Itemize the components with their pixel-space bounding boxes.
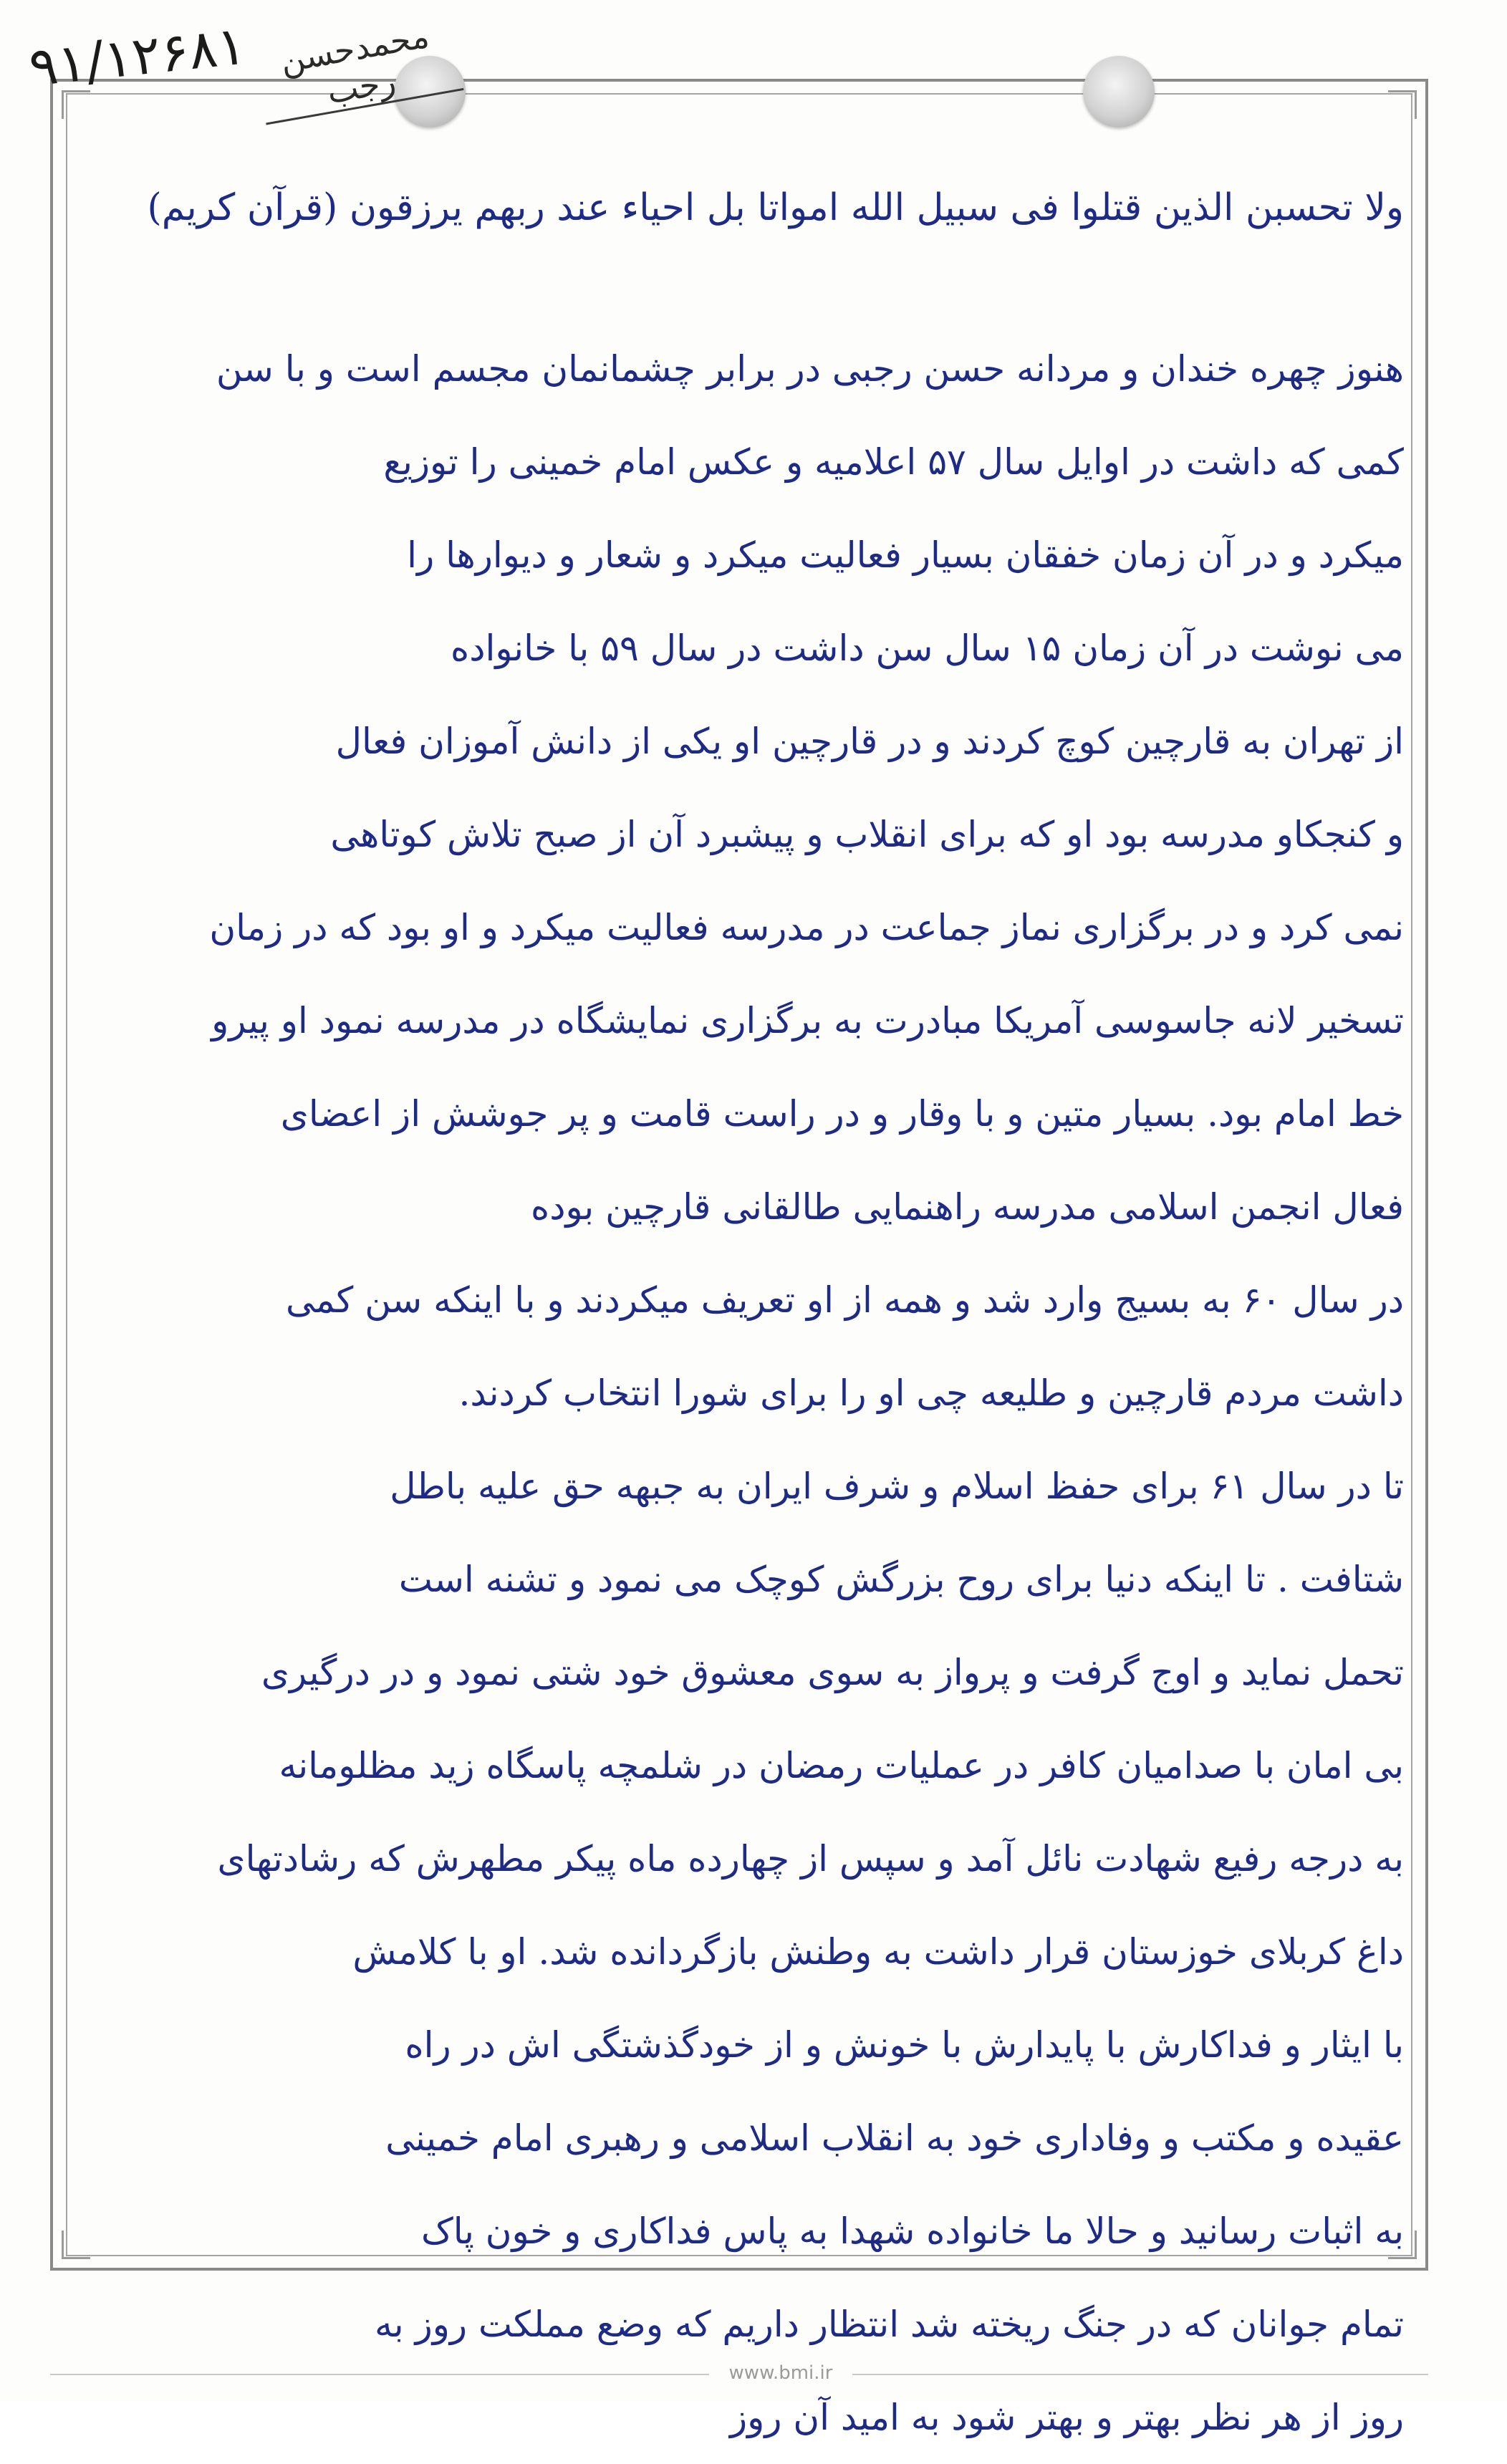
letter-line: تحمل نماید و اوج گرفت و پرواز به سوی معشوق خود شتی نمود و در درگیری [261, 1652, 1404, 1693]
letter-line: میکرد و در آن زمان خفقان بسیار فعالیت میکرد و شعار و دیوارها را [407, 534, 1404, 576]
letter-line: نمی کرد و در برگزاری نماز جماعت در مدرسه فعالیت میکرد و او بود که در زمان [209, 907, 1404, 948]
footer-rule-right [852, 2374, 1428, 2375]
signer-name: محمدحسن رجب [252, 12, 463, 125]
letter-line: بی امان با صدامیان کافر در عملیات رمضان در شلمچه پاسگاه زید مظلومانه [279, 1745, 1404, 1786]
letter-line: عقیده و مکتب و وفاداری خود به انقلاب اسلامی و رهبری امام خمینی [385, 2117, 1404, 2159]
letter-line: تسخیر لانه جاسوسی آمریکا مبادرت به برگزاری نمایشگاه در مدرسه نمود او پیرو [211, 1000, 1404, 1041]
letter-line: خط امام بود. بسیار متین و با وقار و در راست قامت و پر جوشش از اعضای [280, 1093, 1404, 1135]
border-corner-top-right [1388, 90, 1417, 119]
letter-line: فعال انجمن اسلامی مدرسه راهنمایی طالقانی قارچین بوده [531, 1186, 1404, 1228]
letter-line: و کنجکاو مدرسه بود او که برای انقلاب و پیشبرد آن از صبح تلاش کوتاهی [330, 814, 1404, 855]
letter-line: شتافت . تا اینکه دنیا برای روح بزرگش کوچک می نمود و تشنه است [398, 1559, 1404, 1600]
source-watermark: www.bmi.ir [728, 2362, 833, 2384]
letter-line: تا در سال ۶۱ برای حفظ اسلام و شرف ایران به جبهه حق علیه باطل [390, 1466, 1404, 1507]
letter-body [50, 322, 1411, 2464]
letter-line: هنوز چهره خندان و مردانه حسن رجبی در برابر چشمانمان مجسم است و با سن [216, 348, 1404, 390]
letter-line: در سال ۶۰ به بسیج وارد شد و همه از او تعریف میکردند و با اینکه سن کمی [285, 1279, 1404, 1321]
letter-line: از تهران به قارچین کوچ کردند و در قارچین او یکی از دانش آموزان فعال [335, 721, 1404, 762]
footer-rule-left [50, 2374, 709, 2375]
quran-verse: ولا تحسبن الذین قتلوا فی سبیل الله امواتا بل احیاء عند ربهم یرزقون (قرآن کریم) [147, 186, 1404, 229]
letter-line: کمی که داشت در اوایل سال ۵۷ اعلامیه و عکس امام خمینی را توزیع [383, 441, 1404, 483]
reference-number: ۹۱/۱۲۶۸۱ [26, 14, 249, 99]
letter-line: داغ کربلای خوزستان قرار داشت به وطنش بازگردانده شد. او با کلامش [352, 1931, 1404, 1973]
letter-line: تمام جوانان که در جنگ ریخته شد انتظار داریم که وضع مملکت روز به [375, 2304, 1404, 2345]
letter-line: با ایثار و فداکارش با پایدارش با خونش و از خودگذشتگی اش در راه [405, 2024, 1404, 2066]
letter-line: داشت مردم قارچین و طلیعه چی او را برای شورا انتخاب کردند. [458, 1372, 1404, 1414]
letter-line: به درجه رفیع شهادت نائل آمد و سپس از چهارده ماه پیکر مطهرش که رشادتهای [217, 1838, 1404, 1880]
punch-hole-right [1083, 56, 1155, 127]
letter-line: می نوشت در آن زمان ۱۵ سال سن داشت در سال ۵۹ با خانواده [451, 627, 1404, 669]
letter-line: به اثبات رسانید و حالا ما خانواده شهدا به پاس فداکاری و خون پاک [421, 2210, 1404, 2252]
letter-line: روز از هر نظر بهتر و بهتر شود به امید آن روز [730, 2397, 1404, 2438]
